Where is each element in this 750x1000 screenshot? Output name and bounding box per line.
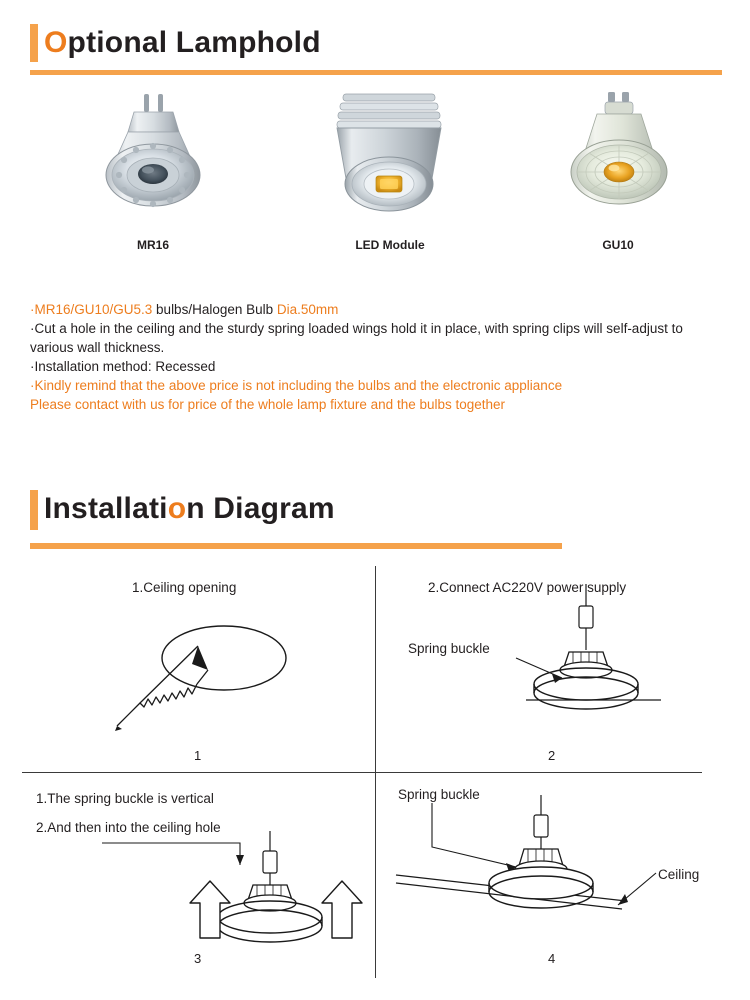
step-3-number: 3 <box>194 951 202 966</box>
section-heading-optional-lamphold <box>0 14 750 74</box>
step-4-number: 4 <box>548 951 556 966</box>
diagram-step-4 <box>376 773 729 979</box>
page-title-installation <box>44 494 335 524</box>
led-module-icon <box>285 80 495 230</box>
step-3-illustration <box>22 773 375 979</box>
step-1-number: 1 <box>194 748 202 763</box>
page-title-installation-highlight: o <box>167 492 187 525</box>
spec-line-price-notice: ·Kindly remind that the above price is not including the bulbs and the electronic appliance <box>30 378 563 393</box>
page-title-optional-initial: O <box>44 26 68 59</box>
heading-accent-bar-left <box>30 490 38 530</box>
gu10-bulb-icon <box>513 80 723 230</box>
step-1-title: 1.Ceiling opening <box>132 580 237 595</box>
step-3-title-line1: 1.The spring buckle is vertical <box>36 791 214 806</box>
bulb-caption: MR16 <box>136 238 169 252</box>
bulb-caption: LED Module <box>355 238 425 252</box>
section-heading-installation-diagram <box>0 482 750 552</box>
step-3-title-line2: 2.And then into the ceiling hole <box>36 820 221 835</box>
step-2-spring-buckle-label: Spring buckle <box>408 641 490 656</box>
step-2-title: 2.Connect AC220V power supply <box>428 580 627 595</box>
specification-list <box>30 300 720 414</box>
step-2-number: 2 <box>548 748 556 763</box>
diagram-step-3 <box>22 773 375 979</box>
bulb-gallery <box>0 80 750 260</box>
spec-line-bulb-types <box>30 300 720 319</box>
diagram-step-2 <box>376 566 729 772</box>
bulb-caption: GU10 <box>602 238 634 252</box>
mr16-bulb-icon <box>48 80 258 230</box>
spec-bulb-kind: bulbs/Halogen Bulb <box>156 302 277 317</box>
step-1-illustration <box>22 566 375 772</box>
spec-bulb-codes: ·MR16/GU10/GU5.3 <box>30 302 157 317</box>
page-title-installation-part1: Installati <box>44 492 168 525</box>
heading-accent-bar-bottom <box>30 70 722 75</box>
diagram-step-1 <box>22 566 375 772</box>
page-title-optional <box>44 28 321 58</box>
page-title-installation-part2: n Diagram <box>186 492 335 525</box>
step-4-ceiling-label: Ceiling <box>658 867 700 882</box>
step-4-spring-buckle-label: Spring buckle <box>398 787 480 802</box>
installation-diagram <box>22 566 728 986</box>
spec-line-cut-hole: ·Cut a hole in the ceiling and the sturdy spring loaded wings hold it in place, with spring clips will self-adjust to various wall thickness. <box>30 321 683 355</box>
step-2-illustration <box>376 566 729 772</box>
spec-bulb-diameter: Dia.50mm <box>276 302 339 317</box>
spec-line-installation-method: ·Installation method: Recessed <box>30 359 216 374</box>
heading-accent-bar-bottom <box>30 543 562 549</box>
page-title-optional-rest: ptional Lamphold <box>67 26 321 59</box>
step-4-illustration <box>376 773 729 979</box>
spec-line-contact-notice: Please contact with us for price of the whole lamp fixture and the bulbs together <box>30 397 506 412</box>
heading-accent-bar-left <box>30 24 38 62</box>
